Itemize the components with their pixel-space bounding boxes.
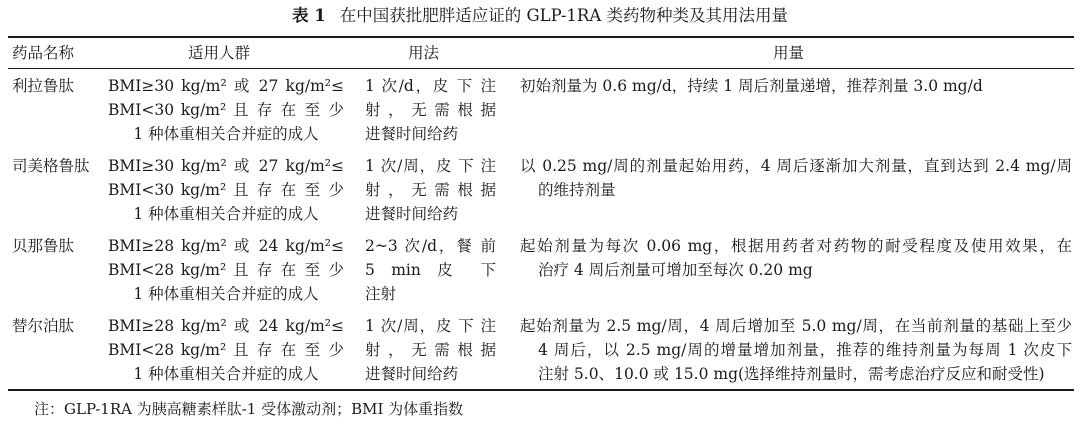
usage-cell <box>365 234 496 306</box>
table-top-rule <box>8 36 1074 38</box>
dosage-line: 初始剂量为 0.6 mg/d，持续 1 周后剂量递增，推荐剂量 3.0 mg/d <box>520 77 983 95</box>
usage-line: 射，无需根据 <box>365 341 496 359</box>
population-line: BMI<30 kg/m² 且 存 在 至 少 <box>108 181 344 199</box>
drug-name-cell: 贝那鲁肽 <box>12 237 75 255</box>
population-cell <box>108 314 344 386</box>
population-cell <box>108 74 344 146</box>
usage-cell <box>365 154 496 226</box>
population-cell <box>108 234 344 306</box>
usage-line: 1 次/周，皮 下 注 <box>365 317 496 335</box>
population-cell <box>108 154 344 226</box>
drug-name-cell: 利拉鲁肽 <box>12 77 75 95</box>
population-line: BMI<30 kg/m² 且 存 在 至 少 <box>108 101 344 119</box>
usage-line: 射，无需根据 <box>365 181 496 199</box>
usage-line: 注射 <box>365 285 397 303</box>
population-line: 1 种体重相关合并症的成人 <box>133 205 319 223</box>
dosage-line: 以 0.25 mg/周的剂量起始用药，4 周后逐渐加大剂量，直到达到 2.4 mg/周 <box>520 157 1072 175</box>
dosage-cell <box>520 154 1072 202</box>
header-dosage: 用量 <box>773 44 805 62</box>
population-line: BMI≥28 kg/m² 或 24 kg/m²≤ <box>108 317 344 335</box>
population-line: 1 种体重相关合并症的成人 <box>133 365 319 383</box>
usage-line: 2~3 次/d，餐 前 <box>365 237 496 255</box>
header-rule <box>8 68 1074 69</box>
header-population: 适用人群 <box>188 44 251 62</box>
table-bottom-rule <box>8 389 1074 391</box>
dosage-line: 4 周后，以 2.5 mg/周的增量增加剂量，推荐的维持剂量为每周 1 次皮下 <box>538 341 1072 359</box>
header-drug-name: 药品名称 <box>12 44 75 62</box>
dosage-line: 治疗 4 周后剂量可增加至每次 0.20 mg <box>538 261 813 279</box>
usage-line: 1 次/d，皮 下 注 <box>365 77 496 95</box>
population-line: BMI<28 kg/m² 且 存 在 至 少 <box>108 341 344 359</box>
usage-line: 射，无需根据 <box>365 101 496 119</box>
table-caption <box>0 4 1080 28</box>
usage-line: 进餐时间给药 <box>365 125 459 143</box>
table-title: 在中国获批肥胖适应证的 GLP-1RA 类药物种类及其用法用量 <box>339 6 788 25</box>
population-line: 1 种体重相关合并症的成人 <box>133 125 319 143</box>
usage-cell <box>365 314 496 386</box>
drug-name-cell: 司美格鲁肽 <box>12 157 90 175</box>
usage-cell <box>365 74 496 146</box>
dosage-cell <box>520 314 1072 386</box>
population-line: BMI≥30 kg/m² 或 27 kg/m²≤ <box>108 157 344 175</box>
dosage-cell <box>520 234 1072 282</box>
usage-line: 进餐时间给药 <box>365 365 459 383</box>
dosage-line: 注射 5.0、10.0 或 15.0 mg(选择维持剂量时，需考虑治疗反应和耐受性) <box>538 365 1045 383</box>
usage-line: 5 min 皮 下 <box>365 261 496 279</box>
table-footnote: 注：GLP-1RA 为胰高糖素样肽-1 受体激动剂；BMI 为体重指数 <box>34 400 464 418</box>
population-line: 1 种体重相关合并症的成人 <box>133 285 319 303</box>
usage-line: 进餐时间给药 <box>365 205 459 223</box>
dosage-line: 起始剂量为每次 0.06 mg，根据用药者对药物的耐受程度及使用效果，在 <box>520 237 1072 255</box>
drug-name-cell: 替尔泊肽 <box>12 317 75 335</box>
dosage-line: 的维持剂量 <box>538 181 616 199</box>
header-usage: 用法 <box>408 44 440 62</box>
population-line: BMI<28 kg/m² 且 存 在 至 少 <box>108 261 344 279</box>
population-line: BMI≥30 kg/m² 或 27 kg/m²≤ <box>108 77 344 95</box>
dosage-cell <box>520 74 1072 98</box>
usage-line: 1 次/周，皮 下 注 <box>365 157 496 175</box>
population-line: BMI≥28 kg/m² 或 24 kg/m²≤ <box>108 237 344 255</box>
dosage-line: 起始剂量为 2.5 mg/周，4 周后增加至 5.0 mg/周，在当前剂量的基础上至少 <box>520 317 1072 335</box>
table-number: 表 1 <box>292 6 326 25</box>
